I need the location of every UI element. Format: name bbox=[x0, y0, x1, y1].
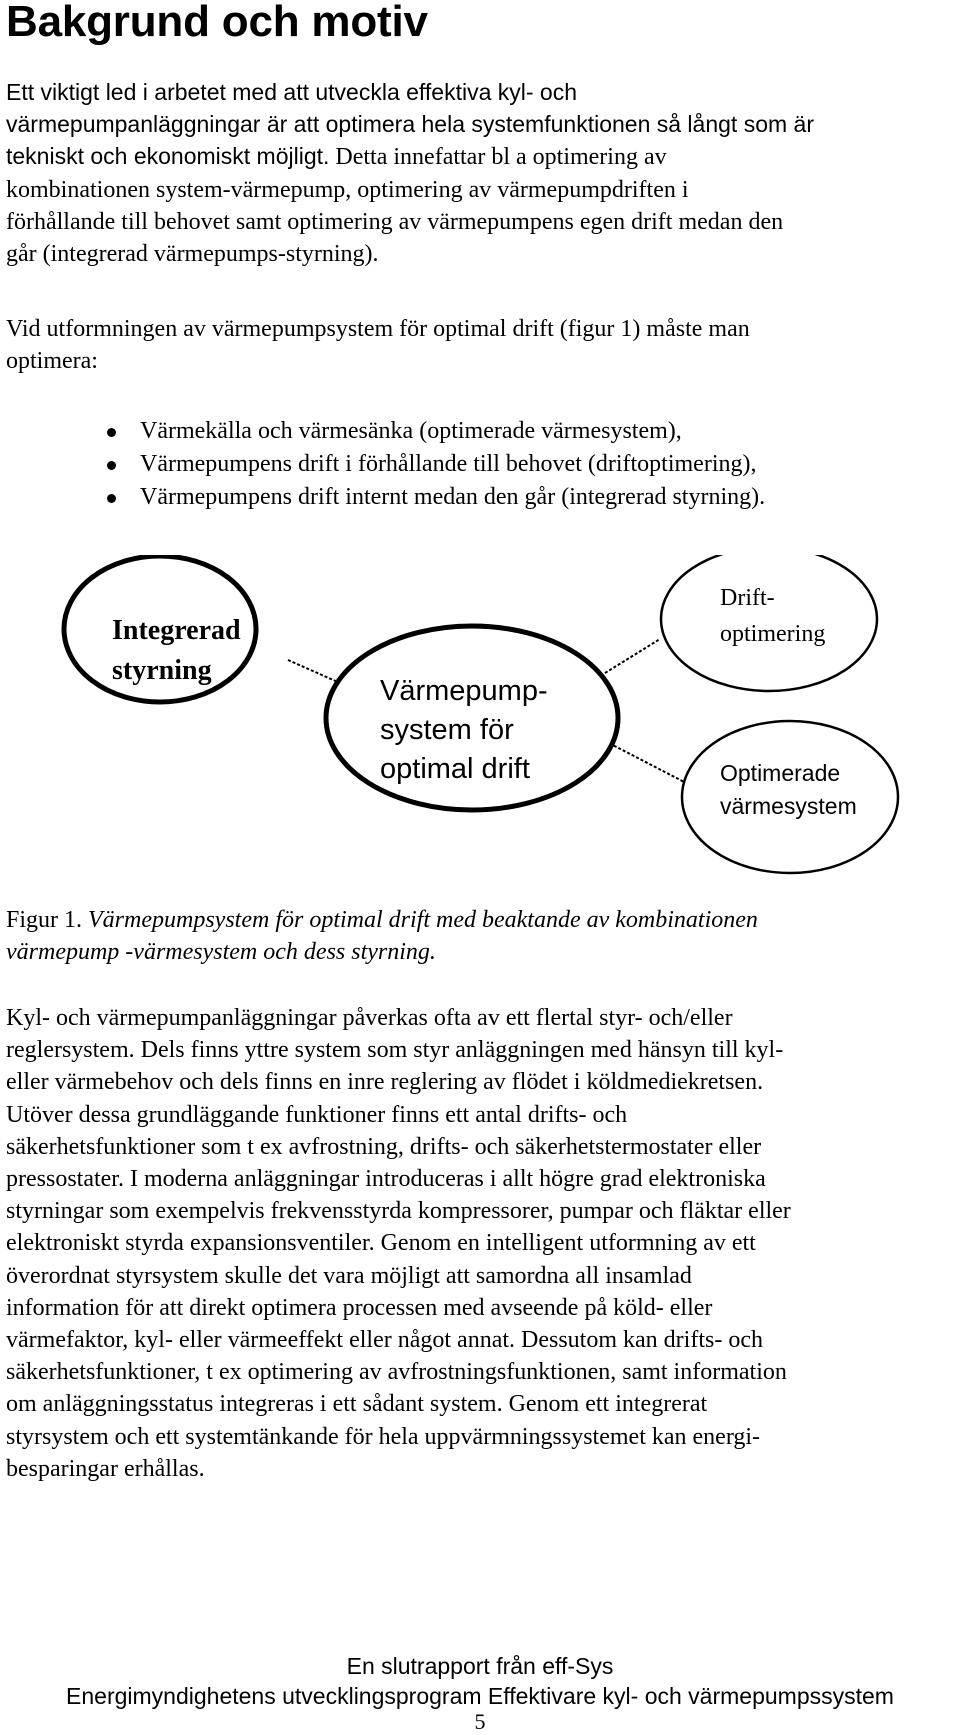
paragraph-optimize bbox=[6, 313, 956, 377]
node-label: Optimerade bbox=[720, 760, 841, 786]
bullet-icon bbox=[107, 461, 116, 470]
figure-caption bbox=[6, 904, 956, 968]
paragraph-segment: Detta innefattar bl a optimering av bbox=[329, 144, 667, 171]
paragraph-line: Kyl- och värmepumpanläggningar påverkas ofta av ett flertal styr- och/eller bbox=[6, 1005, 733, 1031]
node-label: optimering bbox=[720, 621, 826, 647]
paragraph-line: överordnat styrsystem skulle det vara möjligt att samordna all insamlad bbox=[6, 1262, 692, 1289]
paragraph-line: går (integrerad värmepumps-styrning). bbox=[6, 241, 379, 268]
paragraph-line: Utöver dessa grundläggande funktioner finns ett antal drifts- och bbox=[6, 1101, 628, 1128]
caption-line bbox=[6, 904, 956, 936]
bullet-icon bbox=[107, 494, 116, 503]
paragraph-line: säkerhetsfunktioner, t ex optimering av avfrostningsfunktionen, samt information bbox=[6, 1359, 787, 1386]
caption-label: Figur 1. bbox=[6, 907, 83, 933]
paragraph-line: Vid utformningen av värmepumpsystem för optimal drift (figur 1) måste man bbox=[6, 316, 750, 342]
paragraph-line: information för att direkt optimera processen med avseende på köld- eller bbox=[6, 1294, 713, 1321]
node-label: system för bbox=[380, 714, 514, 746]
paragraph-line: optimera: bbox=[6, 348, 98, 375]
paragraph-line: eller värmebehov och dels finns en inre reglering av flödet i köldmediekretsen. bbox=[6, 1069, 764, 1096]
list-item-text: Värmepumpens drift i förhållande till behovet (driftoptimering), bbox=[140, 451, 757, 477]
node-label: Integrerad bbox=[112, 615, 241, 646]
footer-report-title: En slutrapport från eff-Sys bbox=[346, 1653, 614, 1679]
connector-line bbox=[288, 660, 340, 683]
list-item-text: Värmekälla och värmesänka (optimerade värmesystem), bbox=[140, 418, 682, 444]
list-item-text: Värmepumpens drift internt medan den går (integrerad styrning). bbox=[140, 484, 766, 510]
paragraph-line: förhållande till behovet samt optimering av värmepumpens egen drift medan den bbox=[6, 208, 784, 235]
node-label: optimal drift bbox=[380, 753, 530, 785]
list-item bbox=[0, 448, 960, 481]
bullet-list bbox=[0, 415, 960, 514]
paragraph-line: elektroniskt styrda expansionsventiler. Genom en intelligent utformning av ett bbox=[6, 1230, 756, 1257]
paragraph-line: pressostater. I moderna anläggningar introduceras i allt högre grad elektroniska bbox=[6, 1166, 766, 1193]
paragraph-line: besparingar erhållas. bbox=[6, 1455, 205, 1482]
page-heading: Bakgrund och motiv bbox=[6, 0, 428, 46]
paragraph-line: säkerhetsfunktioner som t ex avfrostning, drifts- och säkerhetstermostater eller bbox=[6, 1133, 762, 1160]
paragraph-line: värmepumpanläggningar är att optimera hela systemfunktionen så långt som är bbox=[6, 111, 814, 138]
list-item bbox=[0, 481, 960, 514]
paragraph-line: styrsystem och ett systemtänkande för hela uppvärmningssystemet kan energi- bbox=[6, 1423, 761, 1450]
paragraph-segment: tekniskt och ekonomiskt möjligt. bbox=[6, 143, 330, 170]
paragraph-line: om anläggningsstatus integreras i ett sådant system. Genom ett integrerat bbox=[6, 1391, 708, 1418]
paragraph-control-systems bbox=[6, 1002, 956, 1485]
footer-program-name: Energimyndighetens utvecklingsprogram Effektivare kyl- och värmepumpssystem bbox=[66, 1683, 894, 1709]
node-label: värmesystem bbox=[720, 793, 857, 819]
paragraph-line: Ett viktigt led i arbetet med att utveckla effektiva kyl- och bbox=[6, 79, 578, 105]
connector-line bbox=[605, 639, 660, 673]
connector-line bbox=[605, 741, 690, 785]
node-label: styrning bbox=[112, 655, 212, 686]
list-item bbox=[0, 415, 960, 448]
node-label: Värmepump- bbox=[380, 675, 548, 707]
caption-text: Värmepumpsystem för optimal drift med beaktande av kombinationen bbox=[82, 907, 758, 933]
caption-line: värmepump -värmesystem och dess styrning. bbox=[6, 939, 436, 966]
paragraph-line bbox=[6, 140, 956, 173]
bullet-icon bbox=[107, 428, 116, 437]
paragraph-line: kombinationen system-värmepump, optimering av värmepumpdriften i bbox=[6, 176, 689, 203]
paragraph-line: värmefaktor, kyl- eller värmeeffekt eller något annat. Dessutom kan drifts- och bbox=[6, 1327, 763, 1354]
paragraph-line: styrningar som exempelvis frekvensstyrda kompressorer, pumpar och fläktar eller bbox=[6, 1198, 791, 1225]
node-label: Drift- bbox=[720, 585, 775, 611]
paragraph-line: reglersystem. Dels finns yttre system som styr anläggningen med hänsyn till kyl- bbox=[6, 1037, 784, 1064]
figure-diagram bbox=[0, 555, 960, 885]
paragraph-intro bbox=[6, 76, 956, 270]
page-number: 5 bbox=[474, 1709, 486, 1734]
